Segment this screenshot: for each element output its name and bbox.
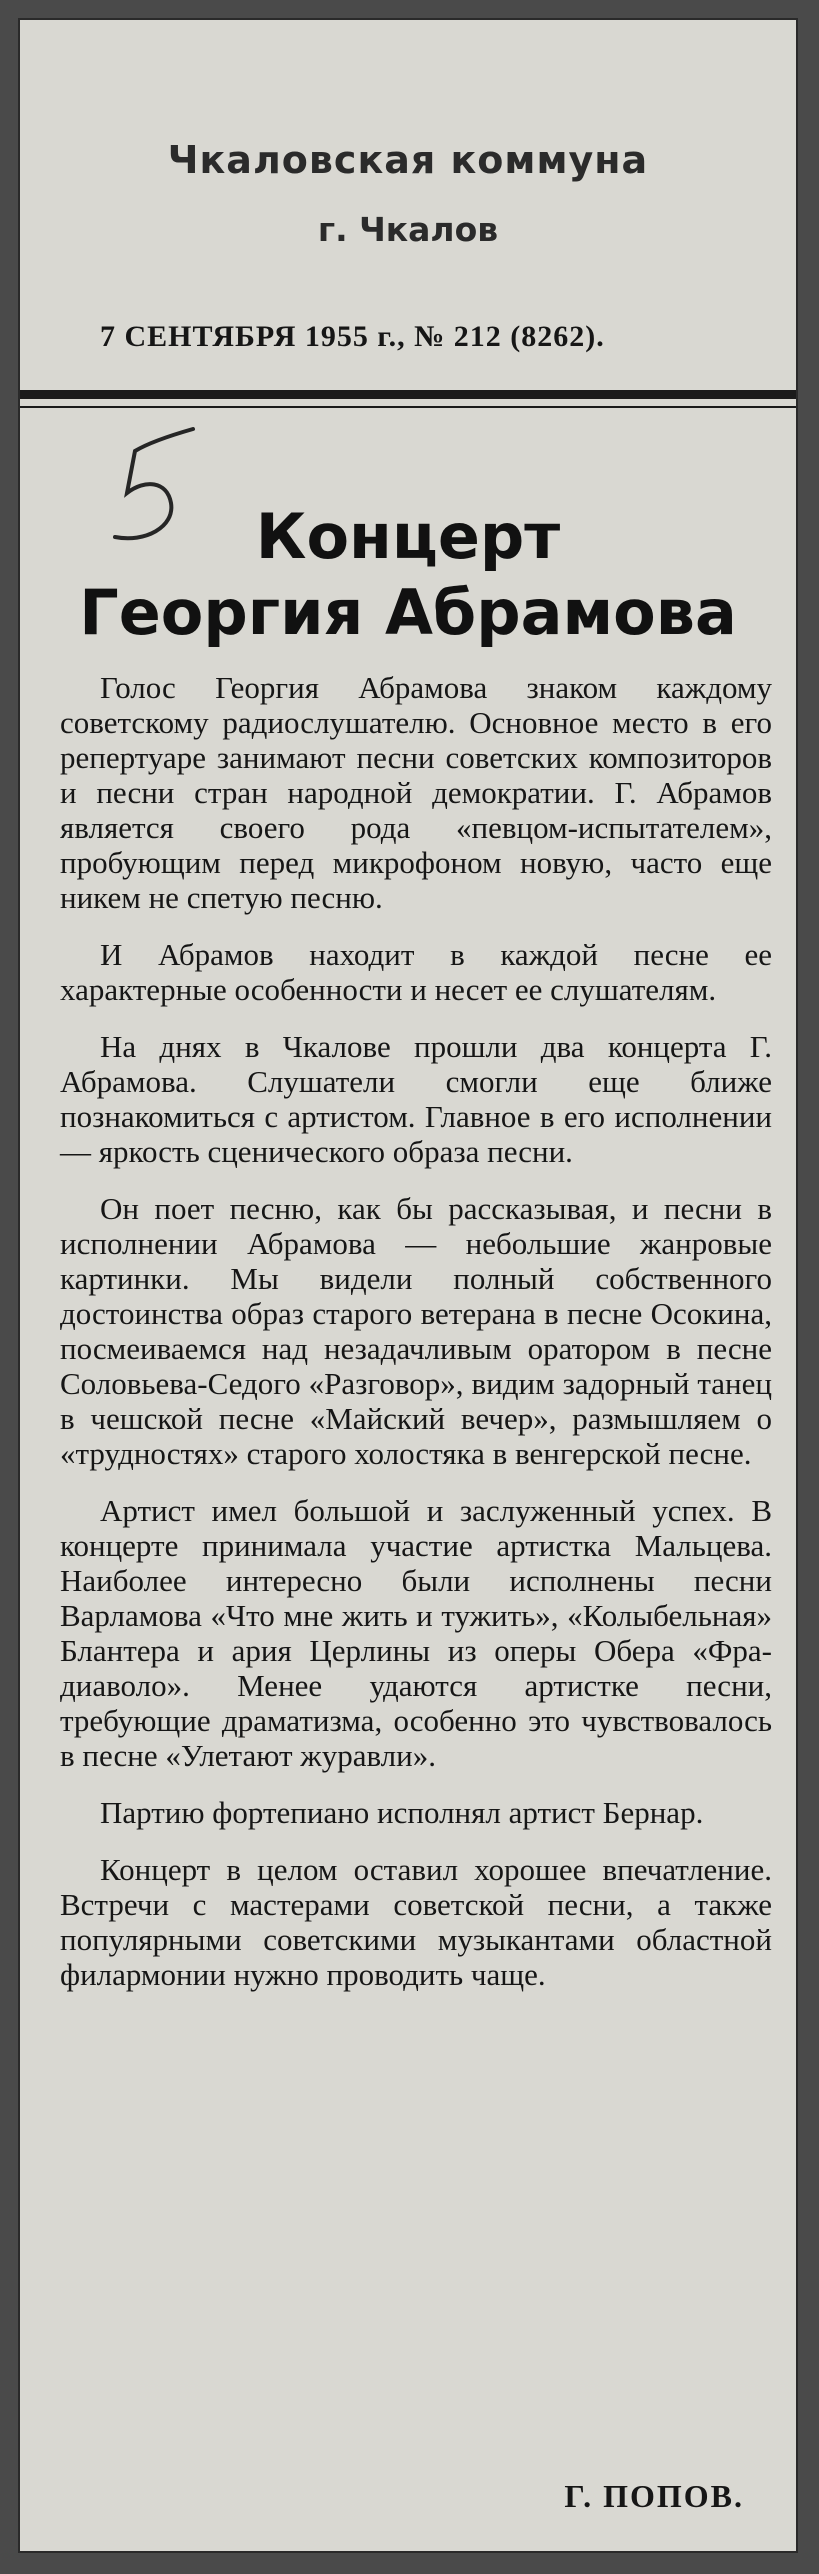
masthead-stamp-city: г. Чкалов	[317, 210, 499, 249]
author-signature: Г. ПОПОВ.	[564, 2478, 744, 2514]
article-headline-line2: Георгия Абрамова	[79, 576, 737, 649]
article-paragraph: Партию фортепиано исполнял артист Бернар.	[100, 1795, 704, 1830]
article-paragraph: Концерт в целом оставил хорошее впечатление. Встречи с мастерами советской песни, а также популярными советскими музыкантами областной филармонии нужно проводить чаще.	[60, 1852, 772, 1992]
masthead-stamp-title: Чкаловская коммуна	[167, 138, 649, 182]
article-paragraph: Он поет песню, как бы рассказывая, и песни в исполнении Абрамова — небольшие жанровые картинки. Мы видели полный собственного достоинства образ старого ветерана в песне Осокина, посмеиваемся над незадачливым оратором в песне Соловьева-Седого «Разговор», видим задорный танец в чешской песне «Майский вечер», размышляем о «трудностях» старого холостяка в венгерской песне.	[60, 1191, 772, 1471]
article-paragraph: Артист имел большой и заслуженный успех. В концерте принимала участие артистка Мальцева. Наиболее интересно были исполнены песни Варламова «Что мне жить и тужить», «Колыбельная» Блантера и ария Церлины из оперы Обера «Фра-диаволо». Менее удаются артистке песни, требующие драматизма, особенно это чувствовалось в песне «Улетают журавли».	[60, 1493, 772, 1773]
newspaper-clipping	[18, 18, 798, 2553]
article-headline-line1: Концерт	[255, 500, 561, 573]
article-paragraph: Голос Георгия Абрамова знаком каждому советскому радиослушателю. Основное место в его репертуаре занимают песни советских композиторов и песни стран народной демократии. Г. Абрамов является своего рода «певцом-испытателем», пробующим перед микрофоном новую, часто еще никем не спетую песню.	[60, 670, 772, 915]
article-body	[60, 670, 772, 2014]
thick-divider	[20, 390, 796, 399]
issue-dateline: 7 СЕНТЯБРЯ 1955 г., № 212 (8262).	[100, 320, 605, 353]
article-paragraph: На днях в Чкалове прошли два концерта Г. Абрамова. Слушатели смогли еще ближе познакомиться с артистом. Главное в его исполнении — яркость сценического образа песни.	[60, 1029, 772, 1169]
article-paragraph: И Абрамов находит в каждой песне ее характерные особенности и несет ее слушателям.	[60, 937, 772, 1007]
thin-divider	[20, 406, 796, 408]
